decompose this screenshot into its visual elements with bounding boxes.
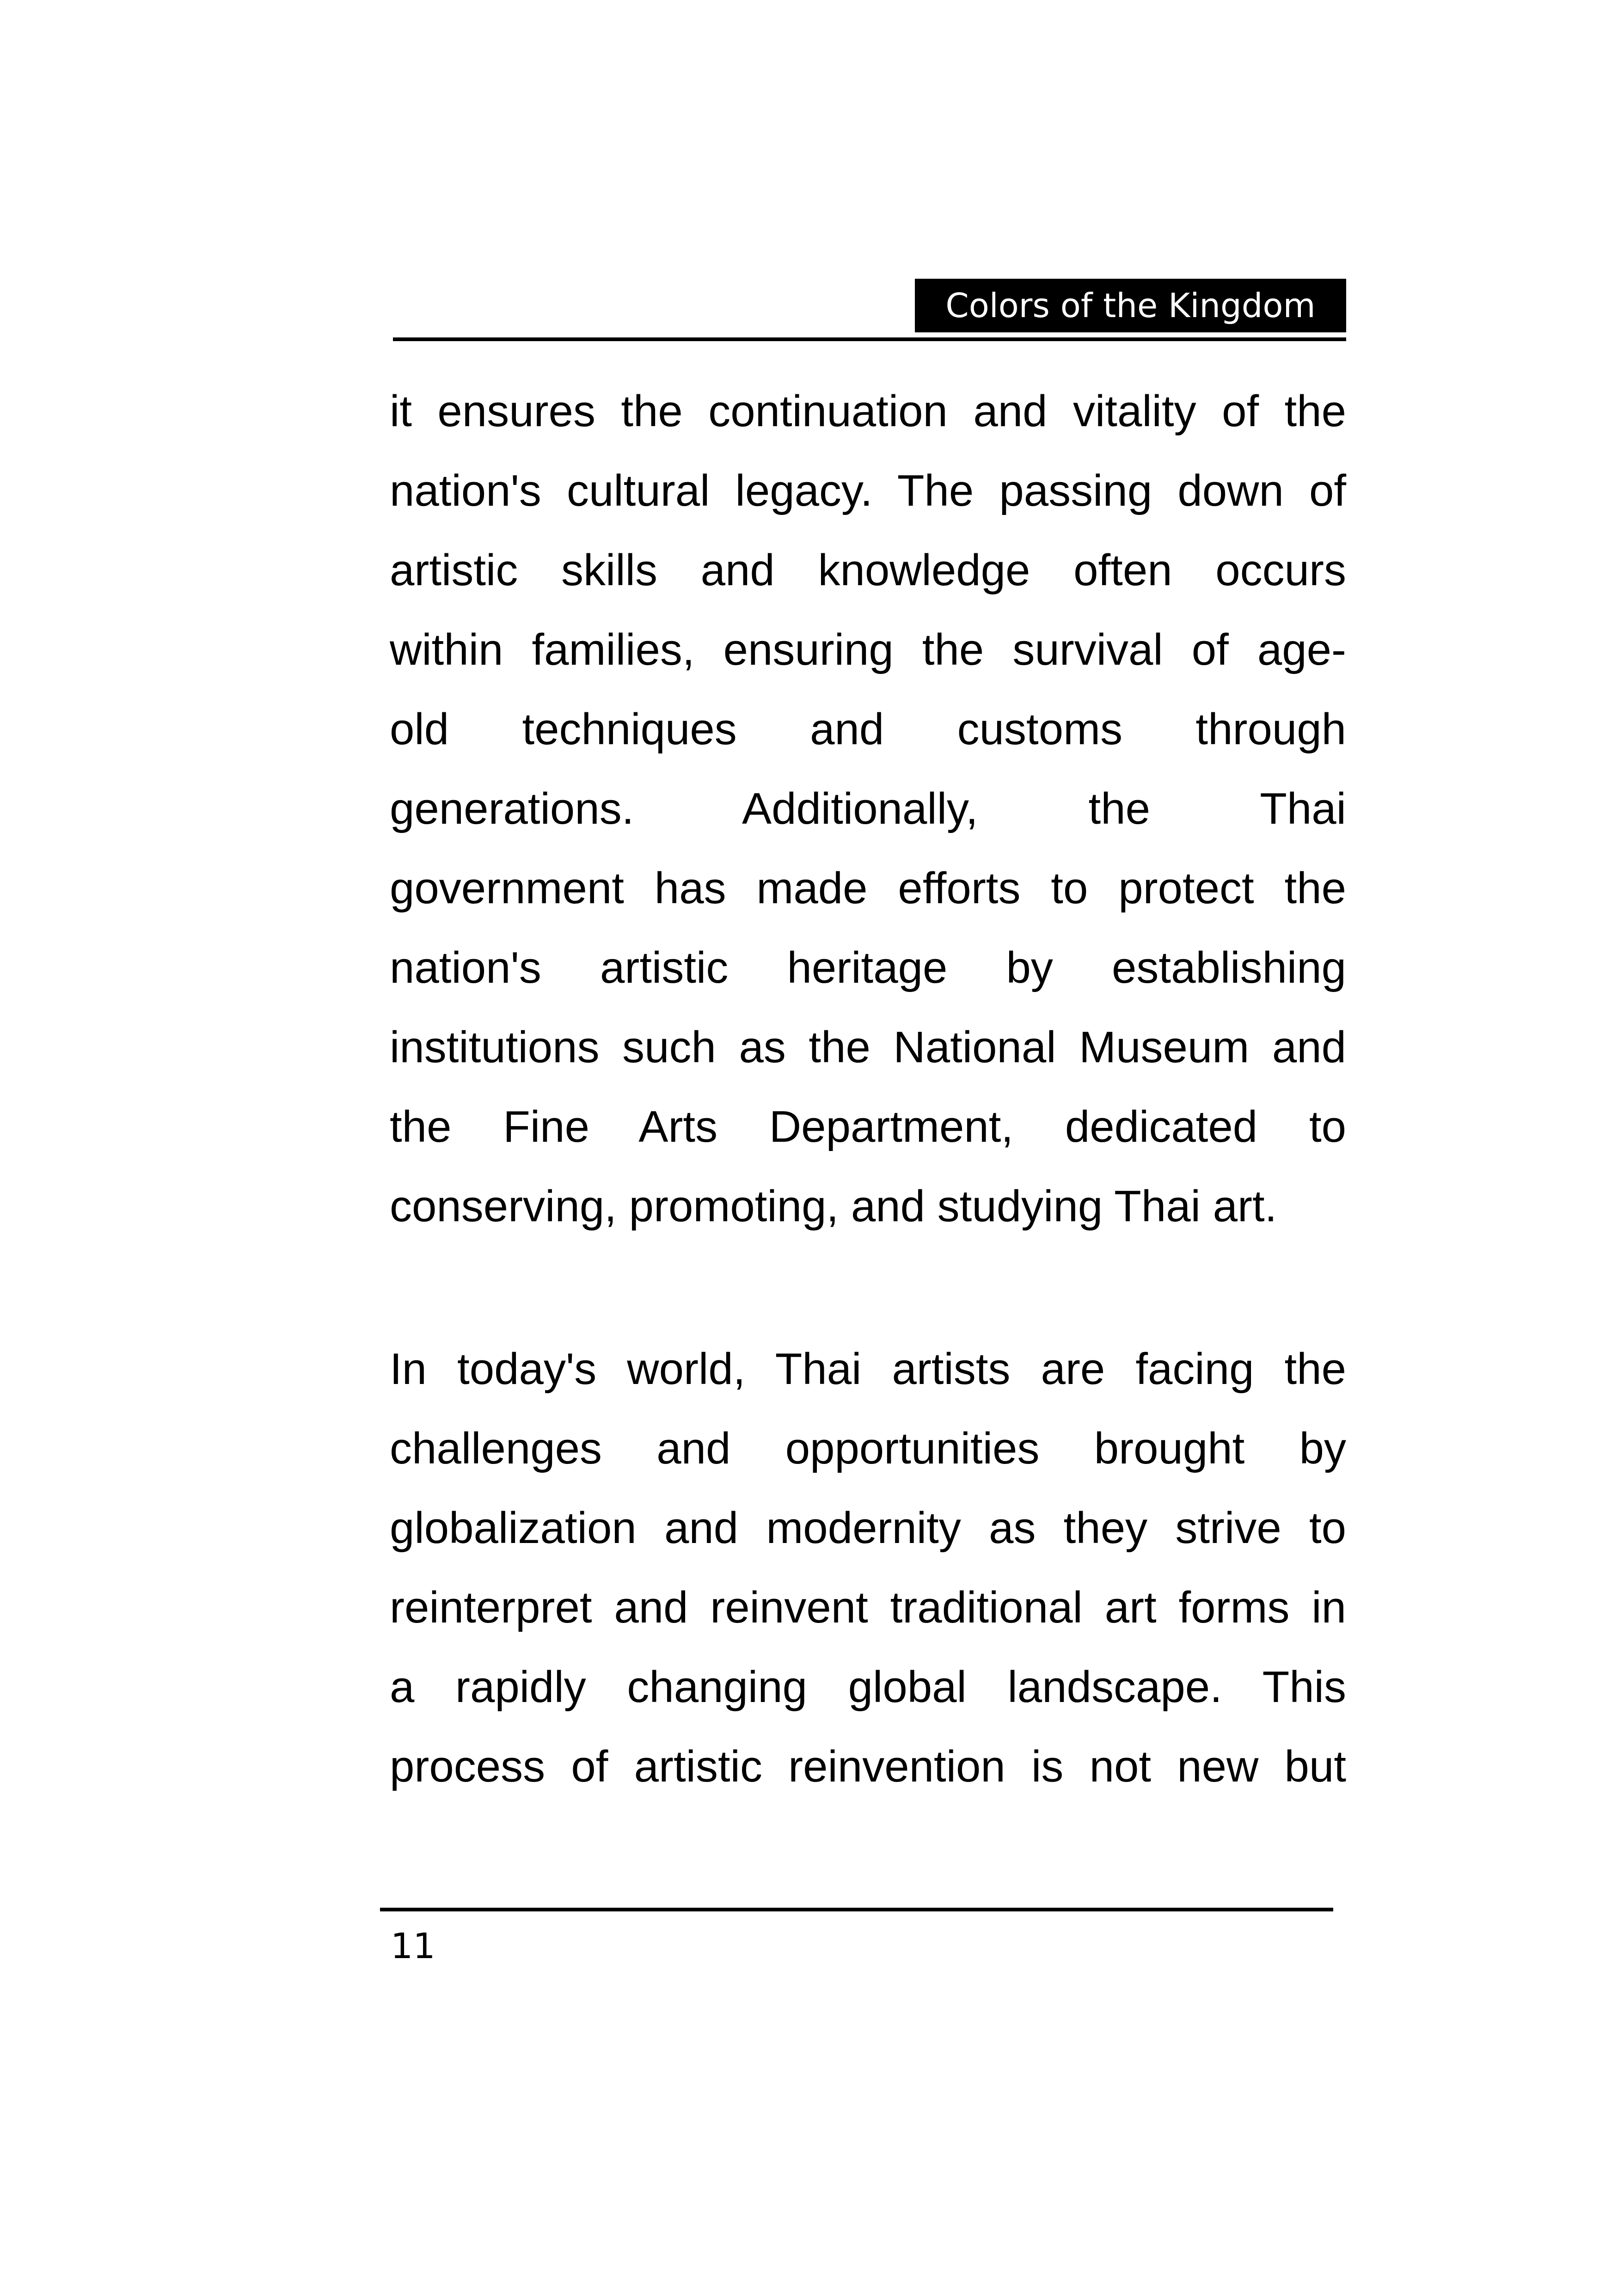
text-line: old techniques and customs through <box>390 704 1346 754</box>
text-line: a rapidly changing global landscape. This <box>390 1662 1346 1712</box>
text-line: within families, ensuring the survival of age- <box>390 625 1346 674</box>
paragraph <box>390 1329 1346 1806</box>
text-line: reinterpret and reinvent traditional art forms in <box>390 1583 1346 1632</box>
header-divider <box>393 337 1346 341</box>
text-line: nation's artistic heritage by establishing <box>390 943 1346 992</box>
text-line: it ensures the continuation and vitality of the <box>390 386 1346 436</box>
text-line: artistic skills and knowledge often occurs <box>390 545 1346 595</box>
footer-divider <box>380 1908 1333 1911</box>
text-line: globalization and modernity as they strive to <box>390 1503 1346 1553</box>
running-header-title: Colors of the Kingdom <box>915 279 1346 332</box>
paragraph <box>390 372 1346 1246</box>
text-line: generations. Additionally, the Thai <box>390 784 1346 833</box>
text-line: conserving, promoting, and studying Thai art. <box>390 1182 1277 1231</box>
text-line: challenges and opportunities brought by <box>390 1424 1346 1473</box>
text-line: government has made efforts to protect the <box>390 863 1346 913</box>
text-line: nation's cultural legacy. The passing down of <box>390 466 1346 515</box>
text-line: institutions such as the National Museum and <box>390 1022 1346 1072</box>
body-text <box>390 372 1346 1806</box>
text-line: process of artistic reinvention is not new but <box>390 1742 1346 1791</box>
text-line: the Fine Arts Department, dedicated to <box>390 1102 1346 1151</box>
text-line: In today's world, Thai artists are facing the <box>390 1344 1346 1394</box>
paragraph-spacer <box>390 1246 1346 1329</box>
page-number: 11 <box>391 1925 435 1966</box>
